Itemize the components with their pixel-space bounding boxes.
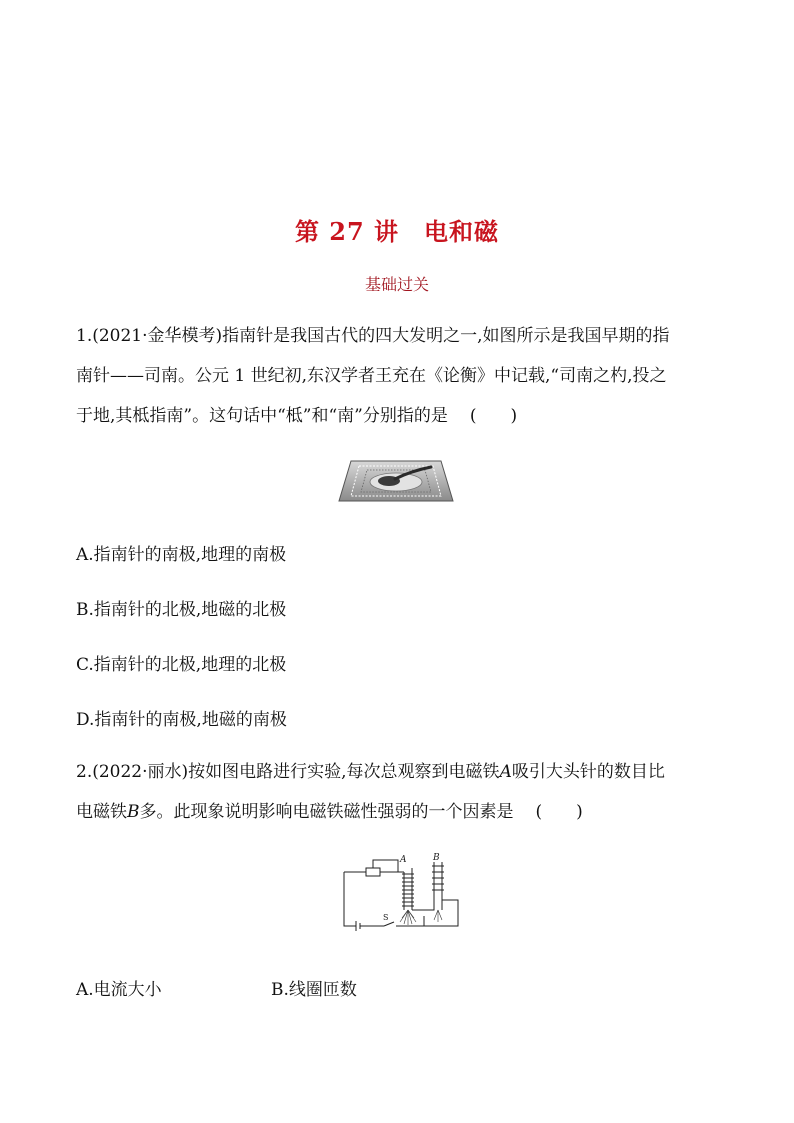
question-1-line: 南针——司南。公元 1 世纪初,东汉学者王充在《论衡》中记载,“司南之杓,投之 [76, 366, 667, 386]
electromagnet-circuit-figure [336, 852, 462, 934]
page-title: 第 27 讲 电和磁 [294, 217, 500, 246]
option-c: C.指南针的北极,地理的北极 [76, 655, 287, 675]
section-subtitle: 基础过关 [364, 275, 429, 294]
question-2-line: 2.(2022·丽水)按如图电路进行实验,每次总观察到电磁铁A吸引大头针的数目比 [76, 762, 665, 782]
option-a: A.电流大小 [76, 980, 162, 1000]
variable-b: B [127, 802, 140, 822]
option-a: A.指南针的南极,地理的南极 [76, 545, 287, 565]
label-a: A [400, 855, 407, 865]
label-b: B [433, 853, 440, 863]
question-1-text [76, 316, 726, 436]
option-d: D.指南针的南极,地磁的南极 [76, 710, 287, 730]
option-b: B.指南针的北极,地磁的北极 [76, 600, 287, 620]
answer-parentheses: ( ) [469, 406, 518, 426]
answer-parentheses: ( ) [535, 802, 583, 822]
question-2-text [76, 752, 726, 832]
sinan-compass-figure [337, 457, 455, 505]
label-s: S [383, 913, 389, 922]
variable-a: A [499, 762, 512, 782]
question-1-line: 于地,其柢指南”。这句话中“柢”和“南”分别指的是 ( ) [76, 396, 726, 436]
question-2-line: 电磁铁B多。此现象说明影响电磁铁磁性强弱的一个因素是 ( ) [76, 792, 726, 832]
option-b: B.线圈匝数 [271, 980, 357, 1000]
question-1-line: 1.(2021·金华模考)指南针是我国古代的四大发明之一,如图所示是我国早期的指 [76, 326, 670, 346]
